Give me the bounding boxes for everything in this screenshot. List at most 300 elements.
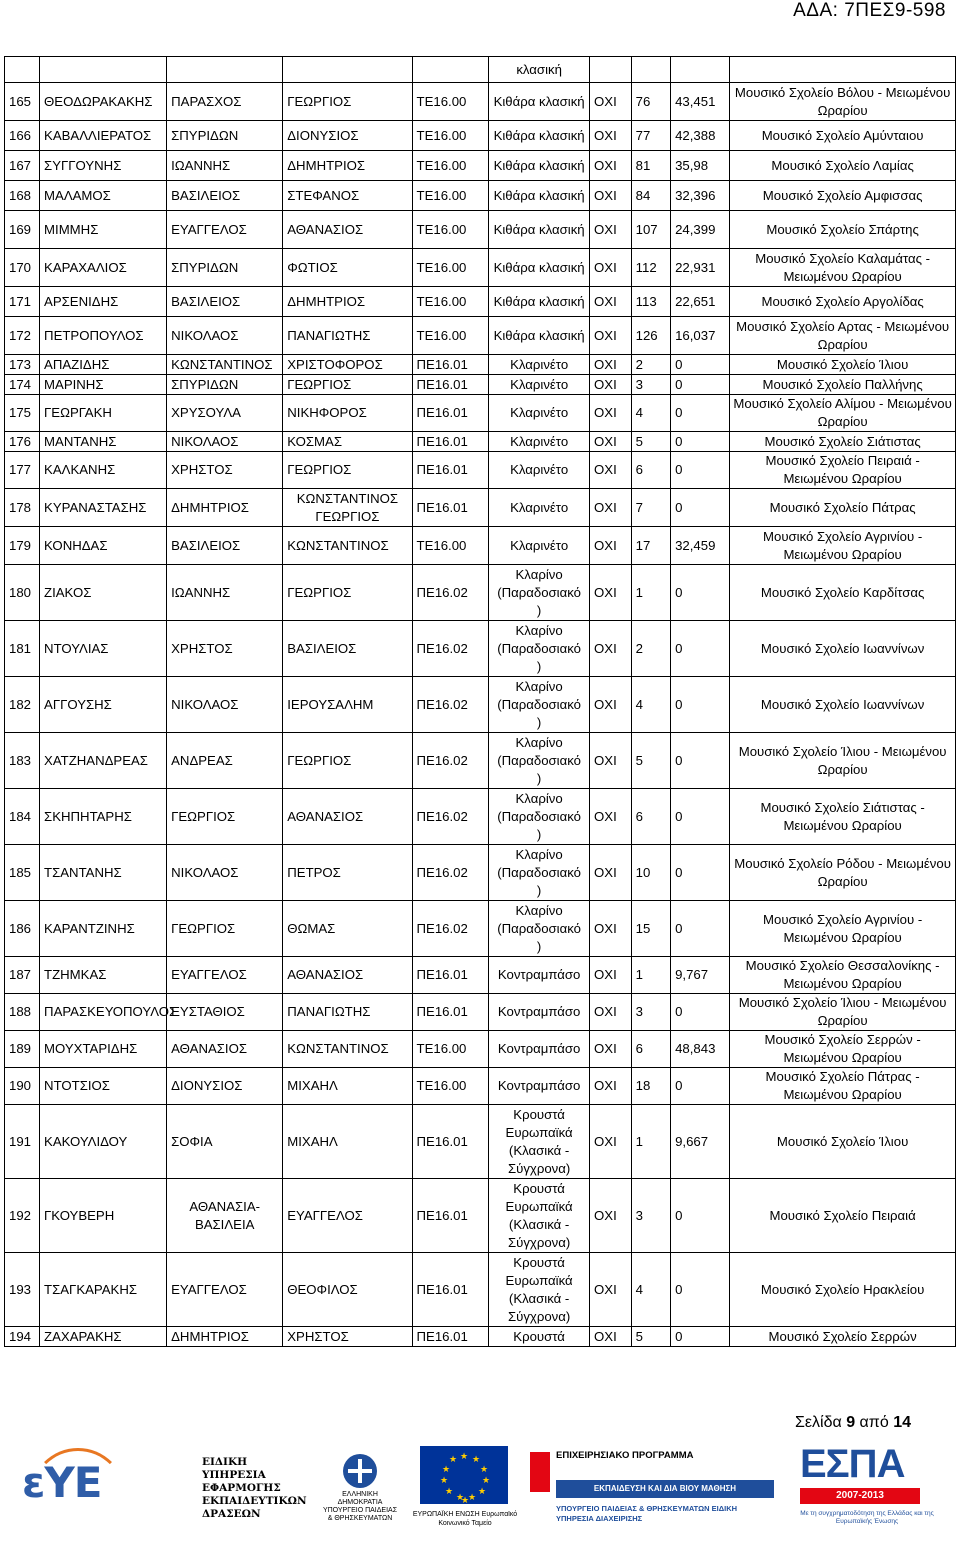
last-name-cell: ΤΣΑΝΤΑΝΗΣ xyxy=(40,845,167,901)
table-row xyxy=(5,249,956,287)
first-name-cell: ΠΑΡΑΣΧΟΣ xyxy=(167,83,283,121)
specialty-code-cell: ΠΕ16.01 xyxy=(412,957,489,994)
row-number-cell: 166 xyxy=(5,121,40,151)
last-name-cell: ΠΕΤΡΟΠΟΥΛΟΣ xyxy=(40,317,167,355)
last-name-cell: ΜΑΛΑΜΟΣ xyxy=(40,181,167,211)
table-row xyxy=(5,901,956,957)
rank-cell: 84 xyxy=(631,181,670,211)
rank-cell: 5 xyxy=(631,733,670,789)
school-cell xyxy=(730,57,956,83)
school-cell: Μουσικό Σχολείο Πειραιά xyxy=(730,1179,956,1253)
rank-cell: 1 xyxy=(631,565,670,621)
instrument-cell: Κλαρινέτο xyxy=(489,452,590,489)
answer-cell: ΟΧΙ xyxy=(590,432,632,452)
rank-cell: 6 xyxy=(631,1031,670,1068)
table-row xyxy=(5,1031,956,1068)
answer-cell: ΟΧΙ xyxy=(590,355,632,375)
score-cell: 0 xyxy=(671,621,730,677)
instrument-cell: Κλαρινέτο xyxy=(489,432,590,452)
rank-cell: 76 xyxy=(631,83,670,121)
table-row xyxy=(5,181,956,211)
row-number-cell: 168 xyxy=(5,181,40,211)
instrument-cell: Κλαρίνο (Παραδοσιακό ) xyxy=(489,565,590,621)
last-name-cell: ΓΚΟΥΒΕΡΗ xyxy=(40,1179,167,1253)
last-name-cell: ΑΠΑΖΙΔΗΣ xyxy=(40,355,167,375)
page-number xyxy=(795,1414,911,1432)
answer-cell: ΟΧΙ xyxy=(590,994,632,1031)
specialty-code-cell: ΤΕ16.00 xyxy=(412,151,489,181)
first-name-cell: ΝΙΚΟΛΑΟΣ xyxy=(167,845,283,901)
rank-cell: 4 xyxy=(631,395,670,432)
school-cell: Μουσικό Σχολείο Σερρών - Μειωμένου Ωραρίου xyxy=(730,1031,956,1068)
instrument-cell: Κιθάρα κλασική xyxy=(489,83,590,121)
espa-word: ΕΣΠΑ xyxy=(800,1442,905,1486)
father-name-cell: ΔΙΟΝΥΣΙΟΣ xyxy=(283,121,412,151)
first-name-cell: ΣΟΦΙΑ xyxy=(167,1105,283,1179)
last-name-cell: ΤΖΗΜΚΑΣ xyxy=(40,957,167,994)
rank-cell: 107 xyxy=(631,211,670,249)
score-cell: 0 xyxy=(671,1179,730,1253)
espa-logo xyxy=(782,1442,952,1538)
score-cell: 0 xyxy=(671,452,730,489)
father-name-cell: ΓΕΩΡΓΙΟΣ xyxy=(283,375,412,395)
rank-cell: 6 xyxy=(631,789,670,845)
father-name-cell: ΣΤΕΦΑΝΟΣ xyxy=(283,181,412,211)
father-name-cell: ΚΟΣΜΑΣ xyxy=(283,432,412,452)
school-cell: Μουσικό Σχολείο Αγρινίου - Μειωμένου Ωραρίου xyxy=(730,527,956,565)
table-row xyxy=(5,957,956,994)
score-cell: 0 xyxy=(671,677,730,733)
instrument-cell: Κοντραμπάσο xyxy=(489,957,590,994)
school-cell: Μουσικό Σχολείο Ίλιου - Μειωμένου Ωραρίου xyxy=(730,733,956,789)
first-name-cell: ΑΝΔΡΕΑΣ xyxy=(167,733,283,789)
row-number-cell: 182 xyxy=(5,677,40,733)
father-name-cell: ΓΕΩΡΓΙΟΣ xyxy=(283,83,412,121)
first-name-cell: ΑΘΑΝΑΣΙΟΣ xyxy=(167,1031,283,1068)
page-current: 9 xyxy=(846,1414,856,1431)
father-name-cell: ΘΩΜΑΣ xyxy=(283,901,412,957)
answer-cell xyxy=(590,57,632,83)
instrument-cell: Κιθάρα κλασική xyxy=(489,249,590,287)
instrument-cell: Κρουστά Ευρωπαϊκά (Κλασικά - Σύγχρονα) xyxy=(489,1253,590,1327)
first-name-cell: ΓΕΩΡΓΙΟΣ xyxy=(167,901,283,957)
last-name-cell: ΠΑΡΑΣΚΕΥΟΠΟΥΛΟΣ xyxy=(40,994,167,1031)
father-name-cell: ΧΡΗΣΤΟΣ xyxy=(283,1327,412,1347)
answer-cell: ΟΧΙ xyxy=(590,1327,632,1347)
table-row xyxy=(5,317,956,355)
last-name-cell: ΝΤΟΥΛΙΑΣ xyxy=(40,621,167,677)
first-name-cell: ΝΙΚΟΛΑΟΣ xyxy=(167,432,283,452)
school-cell: Μουσικό Σχολείο Αμφισσας xyxy=(730,181,956,211)
table-row xyxy=(5,621,956,677)
table-row xyxy=(5,1105,956,1179)
school-cell: Μουσικό Σχολείο Πάτρας xyxy=(730,489,956,527)
father-name-cell: ΑΘΑΝΑΣΙΟΣ xyxy=(283,211,412,249)
answer-cell: ΟΧΙ xyxy=(590,151,632,181)
father-name-cell: ΧΡΙΣΤΟΦΟΡΟΣ xyxy=(283,355,412,375)
specialty-code-cell: ΠΕ16.02 xyxy=(412,565,489,621)
answer-cell: ΟΧΙ xyxy=(590,845,632,901)
row-number-cell: 194 xyxy=(5,1327,40,1347)
first-name-cell: ΕΥΑΓΓΕΛΟΣ xyxy=(167,1253,283,1327)
score-cell: 0 xyxy=(671,489,730,527)
last-name-cell: ΖΙΑΚΟΣ xyxy=(40,565,167,621)
instrument-cell: Κρουστά Ευρωπαϊκά (Κλασικά - Σύγχρονα) xyxy=(489,1179,590,1253)
answer-cell: ΟΧΙ xyxy=(590,677,632,733)
ep-title: ΕΠΙΧΕΙΡΗΣΙΑΚΟ ΠΡΟΓΡΑΜΜΑ xyxy=(556,1450,694,1461)
score-cell: 22,651 xyxy=(671,287,730,317)
answer-cell: ΟΧΙ xyxy=(590,395,632,432)
school-cell: Μουσικό Σχολείο Αμύνταιου xyxy=(730,121,956,151)
row-number-cell: 185 xyxy=(5,845,40,901)
score-cell: 9,767 xyxy=(671,957,730,994)
specialty-code-cell: ΠΕ16.01 xyxy=(412,994,489,1031)
school-cell: Μουσικό Σχολείο Αλίμου - Μειωμένου Ωραρίου xyxy=(730,395,956,432)
last-name-cell: ΜΑΝΤΑΝΗΣ xyxy=(40,432,167,452)
instrument-cell: Κλαρινέτο xyxy=(489,527,590,565)
father-name-cell: ΜΙΧΑΗΛ xyxy=(283,1105,412,1179)
specialty-code-cell: ΠΕ16.02 xyxy=(412,845,489,901)
row-number-cell: 173 xyxy=(5,355,40,375)
instrument-cell: Κλαρινέτο xyxy=(489,395,590,432)
first-name-cell: ΧΡΗΣΤΟΣ xyxy=(167,621,283,677)
eye-logo-letters: εΥΕ xyxy=(22,1458,102,1507)
last-name-cell: ΝΤΟΤΣΙΟΣ xyxy=(40,1068,167,1105)
score-cell: 43,451 xyxy=(671,83,730,121)
answer-cell: ΟΧΙ xyxy=(590,83,632,121)
table-row xyxy=(5,57,956,83)
school-cell: Μουσικό Σχολείο Ιωαννίνων xyxy=(730,677,956,733)
instrument-cell: Κιθάρα κλασική xyxy=(489,211,590,249)
last-name-cell: ΣΚΗΠΗΤΑΡΗΣ xyxy=(40,789,167,845)
instrument-cell: Κλαρίνο (Παραδοσιακό ) xyxy=(489,677,590,733)
father-name-cell: ΠΑΝΑΓΙΩΤΗΣ xyxy=(283,994,412,1031)
specialty-code-cell: ΤΕ16.00 xyxy=(412,83,489,121)
instrument-cell: Κλαρίνο (Παραδοσιακό ) xyxy=(489,845,590,901)
first-name-cell xyxy=(167,57,283,83)
father-name-cell: ΓΕΩΡΓΙΟΣ xyxy=(283,733,412,789)
first-name-cell: ΒΑΣΙΛΕΙΟΣ xyxy=(167,287,283,317)
score-cell: 0 xyxy=(671,845,730,901)
last-name-cell: ΚΑΚΟΥΛΙΔΟΥ xyxy=(40,1105,167,1179)
table-row xyxy=(5,677,956,733)
last-name-cell: ΖΑΧΑΡΑΚΗΣ xyxy=(40,1327,167,1347)
greek-cross-icon xyxy=(343,1454,377,1488)
ada-code: ΑΔΑ: 7ΠΕΣ9-598 xyxy=(793,0,946,21)
last-name-cell: ΣΥΓΓΟΥΝΗΣ xyxy=(40,151,167,181)
first-name-cell: ΝΙΚΟΛΑΟΣ xyxy=(167,317,283,355)
row-number-cell: 192 xyxy=(5,1179,40,1253)
first-name-cell: ΝΙΚΟΛΑΟΣ xyxy=(167,677,283,733)
table-row xyxy=(5,1179,956,1253)
row-number-cell: 170 xyxy=(5,249,40,287)
specialty-code-cell: ΤΕ16.00 xyxy=(412,121,489,151)
instrument-cell: Κιθάρα κλασική xyxy=(489,181,590,211)
school-cell: Μουσικό Σχολείο Ιωαννίνων xyxy=(730,621,956,677)
instrument-cell: Κοντραμπάσο xyxy=(489,1068,590,1105)
school-cell: Μουσικό Σχολείο Καλαμάτας - Μειωμένου Ωραρίου xyxy=(730,249,956,287)
father-name-cell: ΚΩΝΣΤΑΝΤΙΝΟΣ ΓΕΩΡΓΙΟΣ xyxy=(283,489,412,527)
row-number-cell: 179 xyxy=(5,527,40,565)
table-row xyxy=(5,1253,956,1327)
first-name-cell: ΙΩΑΝΝΗΣ xyxy=(167,151,283,181)
first-name-cell: ΧΡΥΣΟΥΛΑ xyxy=(167,395,283,432)
page-sep: από xyxy=(859,1414,889,1431)
instrument-cell: Κλαρίνο (Παραδοσιακό ) xyxy=(489,621,590,677)
score-cell: 0 xyxy=(671,395,730,432)
rank-cell: 18 xyxy=(631,1068,670,1105)
last-name-cell: ΜΙΜΜΗΣ xyxy=(40,211,167,249)
first-name-cell: ΣΠΥΡΙΔΩΝ xyxy=(167,375,283,395)
father-name-cell: ΠΕΤΡΟΣ xyxy=(283,845,412,901)
score-cell: 32,459 xyxy=(671,527,730,565)
answer-cell: ΟΧΙ xyxy=(590,621,632,677)
school-cell: Μουσικό Σχολείο Καρδίτσας xyxy=(730,565,956,621)
school-cell: Μουσικό Σχολείο Ίλιου - Μειωμένου Ωραρίου xyxy=(730,994,956,1031)
page-total: 14 xyxy=(893,1414,911,1431)
specialty-code-cell: ΤΕ16.00 xyxy=(412,527,489,565)
row-number-cell: 187 xyxy=(5,957,40,994)
specialty-code-cell: ΠΕ16.01 xyxy=(412,1253,489,1327)
last-name-cell: ΚΑΡΑΝΤΖΙΝΗΣ xyxy=(40,901,167,957)
score-cell: 32,396 xyxy=(671,181,730,211)
instrument-cell: Κρουστά Ευρωπαϊκά (Κλασικά - Σύγχρονα) xyxy=(489,1105,590,1179)
school-cell: Μουσικό Σχολείο Ηρακλείου xyxy=(730,1253,956,1327)
row-number-cell: 172 xyxy=(5,317,40,355)
score-cell: 0 xyxy=(671,355,730,375)
father-name-cell: ΚΩΝΣΤΑΝΤΙΝΟΣ xyxy=(283,1031,412,1068)
school-cell: Μουσικό Σχολείο Σιάτιστας xyxy=(730,432,956,452)
father-name-cell: ΕΥΑΓΓΕΛΟΣ xyxy=(283,1179,412,1253)
table-row xyxy=(5,489,956,527)
eye-logo-text: ΕΙΔΙΚΗ ΥΠΗΡΕΣΙΑ ΕΦΑΡΜΟΓΗΣ ΕΚΠΑΙΔΕΥΤΙΚΩΝ ΔΡΑΣΕΩΝ xyxy=(202,1456,307,1520)
first-name-cell: ΕΥΑΓΓΕΛΟΣ xyxy=(167,957,283,994)
specialty-code-cell: ΠΕ16.01 xyxy=(412,355,489,375)
father-name-cell: ΑΘΑΝΑΣΙΟΣ xyxy=(283,789,412,845)
school-cell: Μουσικό Σχολείο Αρτας - Μειωμένου Ωραρίου xyxy=(730,317,956,355)
row-number-cell: 167 xyxy=(5,151,40,181)
specialty-code-cell: ΤΕ16.00 xyxy=(412,1068,489,1105)
rank-cell: 3 xyxy=(631,994,670,1031)
school-cell: Μουσικό Σχολείο Σπάρτης xyxy=(730,211,956,249)
score-cell: 48,843 xyxy=(671,1031,730,1068)
table-row xyxy=(5,1327,956,1347)
last-name-cell xyxy=(40,57,167,83)
page-prefix: Σελίδα xyxy=(795,1414,842,1431)
row-number-cell: 193 xyxy=(5,1253,40,1327)
father-name-cell xyxy=(283,57,412,83)
answer-cell: ΟΧΙ xyxy=(590,121,632,151)
specialty-code-cell: ΠΕ16.02 xyxy=(412,901,489,957)
first-name-cell: ΒΑΣΙΛΕΙΟΣ xyxy=(167,181,283,211)
rank-cell: 112 xyxy=(631,249,670,287)
father-name-cell: ΙΕΡΟΥΣΑΛΗΜ xyxy=(283,677,412,733)
father-name-cell: ΠΑΝΑΓΙΩΤΗΣ xyxy=(283,317,412,355)
school-cell: Μουσικό Σχολείο Πάτρας - Μειωμένου Ωραρίου xyxy=(730,1068,956,1105)
score-cell: 0 xyxy=(671,901,730,957)
table-row xyxy=(5,845,956,901)
last-name-cell: ΤΣΑΓΚΑΡΑΚΗΣ xyxy=(40,1253,167,1327)
answer-cell: ΟΧΙ xyxy=(590,733,632,789)
first-name-cell: ΚΩΝΣΤΑΝΤΙΝΟΣ xyxy=(167,355,283,375)
first-name-cell: ΣΠΥΡΙΔΩΝ xyxy=(167,249,283,287)
specialty-code-cell: ΠΕ16.01 xyxy=(412,432,489,452)
instrument-cell: Κλαρινέτο xyxy=(489,355,590,375)
school-cell: Μουσικό Σχολείο Αγρινίου - Μειωμένου Ωραρίου xyxy=(730,901,956,957)
row-number-cell: 180 xyxy=(5,565,40,621)
last-name-cell: ΜΑΡΙΝΗΣ xyxy=(40,375,167,395)
last-name-cell: ΓΕΩΡΓΑΚΗ xyxy=(40,395,167,432)
school-cell: Μουσικό Σχολείο Βόλου - Μειωμένου Ωραρίου xyxy=(730,83,956,121)
father-name-cell: ΝΙΚΗΦΟΡΟΣ xyxy=(283,395,412,432)
ep-arrow-icon xyxy=(530,1452,550,1492)
answer-cell: ΟΧΙ xyxy=(590,452,632,489)
last-name-cell: ΧΑΤΖΗΑΝΔΡΕΑΣ xyxy=(40,733,167,789)
score-cell: 0 xyxy=(671,789,730,845)
father-name-cell: ΓΕΩΡΓΙΟΣ xyxy=(283,452,412,489)
answer-cell: ΟΧΙ xyxy=(590,1253,632,1327)
score-cell: 16,037 xyxy=(671,317,730,355)
specialty-code-cell: ΤΕ16.00 xyxy=(412,211,489,249)
row-number-cell: 175 xyxy=(5,395,40,432)
rank-cell: 7 xyxy=(631,489,670,527)
ep-sub: ΥΠΟΥΡΓΕΙΟ ΠΑΙΔΕΙΑΣ & ΘΡΗΣΚΕΥΜΑΤΩΝ ΕΙΔΙΚΗ ΥΠΗΡΕΣΙΑ ΔΙΑΧΕΙΡΙΣΗΣ xyxy=(556,1504,738,1523)
specialty-code-cell: ΠΕ16.01 xyxy=(412,395,489,432)
answer-cell: ΟΧΙ xyxy=(590,249,632,287)
specialty-code-cell xyxy=(412,57,489,83)
last-name-cell: ΚΑΛΚΑΝΗΣ xyxy=(40,452,167,489)
table-row xyxy=(5,211,956,249)
rank-cell: 4 xyxy=(631,677,670,733)
rank-cell: 77 xyxy=(631,121,670,151)
answer-cell: ΟΧΙ xyxy=(590,211,632,249)
last-name-cell: ΚΑΒΑΛΛΙΕΡΑΤΟΣ xyxy=(40,121,167,151)
score-cell: 0 xyxy=(671,733,730,789)
school-cell: Μουσικό Σχολείο Ίλιου xyxy=(730,1105,956,1179)
instrument-cell: Κοντραμπάσο xyxy=(489,1031,590,1068)
father-name-cell: ΜΙΧΑΗΛ xyxy=(283,1068,412,1105)
specialty-code-cell: ΤΕ16.00 xyxy=(412,249,489,287)
rank-cell: 3 xyxy=(631,1179,670,1253)
answer-cell: ΟΧΙ xyxy=(590,1179,632,1253)
specialty-code-cell: ΠΕ16.01 xyxy=(412,1105,489,1179)
rank-cell: 5 xyxy=(631,432,670,452)
last-name-cell: ΑΡΣΕΝΙΔΗΣ xyxy=(40,287,167,317)
espa-years: 2007-2013 xyxy=(800,1488,920,1504)
school-cell: Μουσικό Σχολείο Αργολίδας xyxy=(730,287,956,317)
rank-cell: 15 xyxy=(631,901,670,957)
score-cell: 24,399 xyxy=(671,211,730,249)
last-name-cell: ΑΓΓΟΥΣΗΣ xyxy=(40,677,167,733)
school-cell: Μουσικό Σχολείο Πειραιά - Μειωμένου Ωραρίου xyxy=(730,452,956,489)
first-name-cell: ΣΠΥΡΙΔΩΝ xyxy=(167,121,283,151)
row-number-cell: 176 xyxy=(5,432,40,452)
score-cell: 42,388 xyxy=(671,121,730,151)
rank-cell: 10 xyxy=(631,845,670,901)
row-number-cell: 186 xyxy=(5,901,40,957)
table-row xyxy=(5,994,956,1031)
school-cell: Μουσικό Σχολείο Ίλιου xyxy=(730,355,956,375)
row-number-cell: 169 xyxy=(5,211,40,249)
instrument-cell: Κρουστά xyxy=(489,1327,590,1347)
rank-cell: 2 xyxy=(631,621,670,677)
specialty-code-cell: ΠΕ16.01 xyxy=(412,489,489,527)
table-row xyxy=(5,527,956,565)
table-row xyxy=(5,789,956,845)
score-cell: 0 xyxy=(671,375,730,395)
score-cell: 0 xyxy=(671,1327,730,1347)
rank-cell: 113 xyxy=(631,287,670,317)
father-name-cell: ΓΕΩΡΓΙΟΣ xyxy=(283,565,412,621)
father-name-cell: ΚΩΝΣΤΑΝΤΙΝΟΣ xyxy=(283,527,412,565)
score-cell: 35,98 xyxy=(671,151,730,181)
score-cell: 0 xyxy=(671,565,730,621)
father-name-cell: ΔΗΜΗΤΡΙΟΣ xyxy=(283,151,412,181)
espa-sub: Με τη συγχρηματοδότηση της Ελλάδας και της Ευρωπαϊκής Ένωσης xyxy=(800,1510,934,1525)
table-row xyxy=(5,287,956,317)
first-name-cell: ΒΑΣΙΛΕΙΟΣ xyxy=(167,527,283,565)
table-row xyxy=(5,83,956,121)
father-name-cell: ΘΕΟΦΙΛΟΣ xyxy=(283,1253,412,1327)
row-number-cell: 191 xyxy=(5,1105,40,1179)
specialty-code-cell: ΠΕ16.01 xyxy=(412,452,489,489)
rank-cell: 3 xyxy=(631,375,670,395)
last-name-cell: ΜΟΥΧΤΑΡΙΔΗΣ xyxy=(40,1031,167,1068)
instrument-cell: Κιθάρα κλασική xyxy=(489,151,590,181)
table-row xyxy=(5,395,956,432)
table-row xyxy=(5,1068,956,1105)
answer-cell: ΟΧΙ xyxy=(590,527,632,565)
answer-cell: ΟΧΙ xyxy=(590,1105,632,1179)
answer-cell: ΟΧΙ xyxy=(590,287,632,317)
table-row xyxy=(5,565,956,621)
school-cell: Μουσικό Σχολείο Σερρών xyxy=(730,1327,956,1347)
specialty-code-cell: ΠΕ16.01 xyxy=(412,1179,489,1253)
answer-cell: ΟΧΙ xyxy=(590,317,632,355)
first-name-cell: ΔΙΟΝΥΣΙΟΣ xyxy=(167,1068,283,1105)
instrument-cell: Κλαρίνο (Παραδοσιακό ) xyxy=(489,789,590,845)
row-number-cell: 188 xyxy=(5,994,40,1031)
eu-flag-icon: ★ ★ ★ ★ ★ ★ ★ ★ ★ ★ ★ ★ xyxy=(420,1446,508,1504)
father-name-cell: ΒΑΣΙΛΕΙΟΣ xyxy=(283,621,412,677)
school-cell: Μουσικό Σχολείο Παλλήνης xyxy=(730,375,956,395)
seal-text: ΕΛΛΗΝΙΚΗ ΔΗΜΟΚΡΑΤΙΑ ΥΠΟΥΡΓΕΙΟ ΠΑΙΔΕΙΑΣ & ΘΡΗΣΚΕΥΜΑΤΩΝ xyxy=(322,1491,398,1522)
instrument-cell: Κιθάρα κλασική xyxy=(489,121,590,151)
father-name-cell: ΔΗΜΗΤΡΙΟΣ xyxy=(283,287,412,317)
last-name-cell: ΚΟΝΗΔΑΣ xyxy=(40,527,167,565)
answer-cell: ΟΧΙ xyxy=(590,789,632,845)
row-number-cell: 183 xyxy=(5,733,40,789)
specialty-code-cell: ΠΕ16.02 xyxy=(412,789,489,845)
first-name-cell: ΙΩΑΝΝΗΣ xyxy=(167,565,283,621)
rank-cell: 1 xyxy=(631,1105,670,1179)
rank-cell: 5 xyxy=(631,1327,670,1347)
last-name-cell: ΚΑΡΑΧΑΛΙΟΣ xyxy=(40,249,167,287)
specialty-code-cell: ΠΕ16.01 xyxy=(412,375,489,395)
specialty-code-cell: ΤΕ16.00 xyxy=(412,287,489,317)
school-cell: Μουσικό Σχολείο Θεσσαλονίκης - Μειωμένου Ωραρίου xyxy=(730,957,956,994)
specialty-code-cell: ΠΕ16.02 xyxy=(412,621,489,677)
specialty-code-cell: ΠΕ16.01 xyxy=(412,1327,489,1347)
instrument-cell: Κοντραμπάσο xyxy=(489,994,590,1031)
rank-cell: 81 xyxy=(631,151,670,181)
table-row xyxy=(5,452,956,489)
score-cell: 22,931 xyxy=(671,249,730,287)
table-row xyxy=(5,375,956,395)
first-name-cell: ΔΗΜΗΤΡΙΟΣ xyxy=(167,1327,283,1347)
score-cell: 9,667 xyxy=(671,1105,730,1179)
eu-text: ΕΥΡΩΠΑΪΚΗ ΕΝΩΣΗ Ευρωπαϊκό Κοινωνικό Ταμείο xyxy=(412,1511,518,1527)
